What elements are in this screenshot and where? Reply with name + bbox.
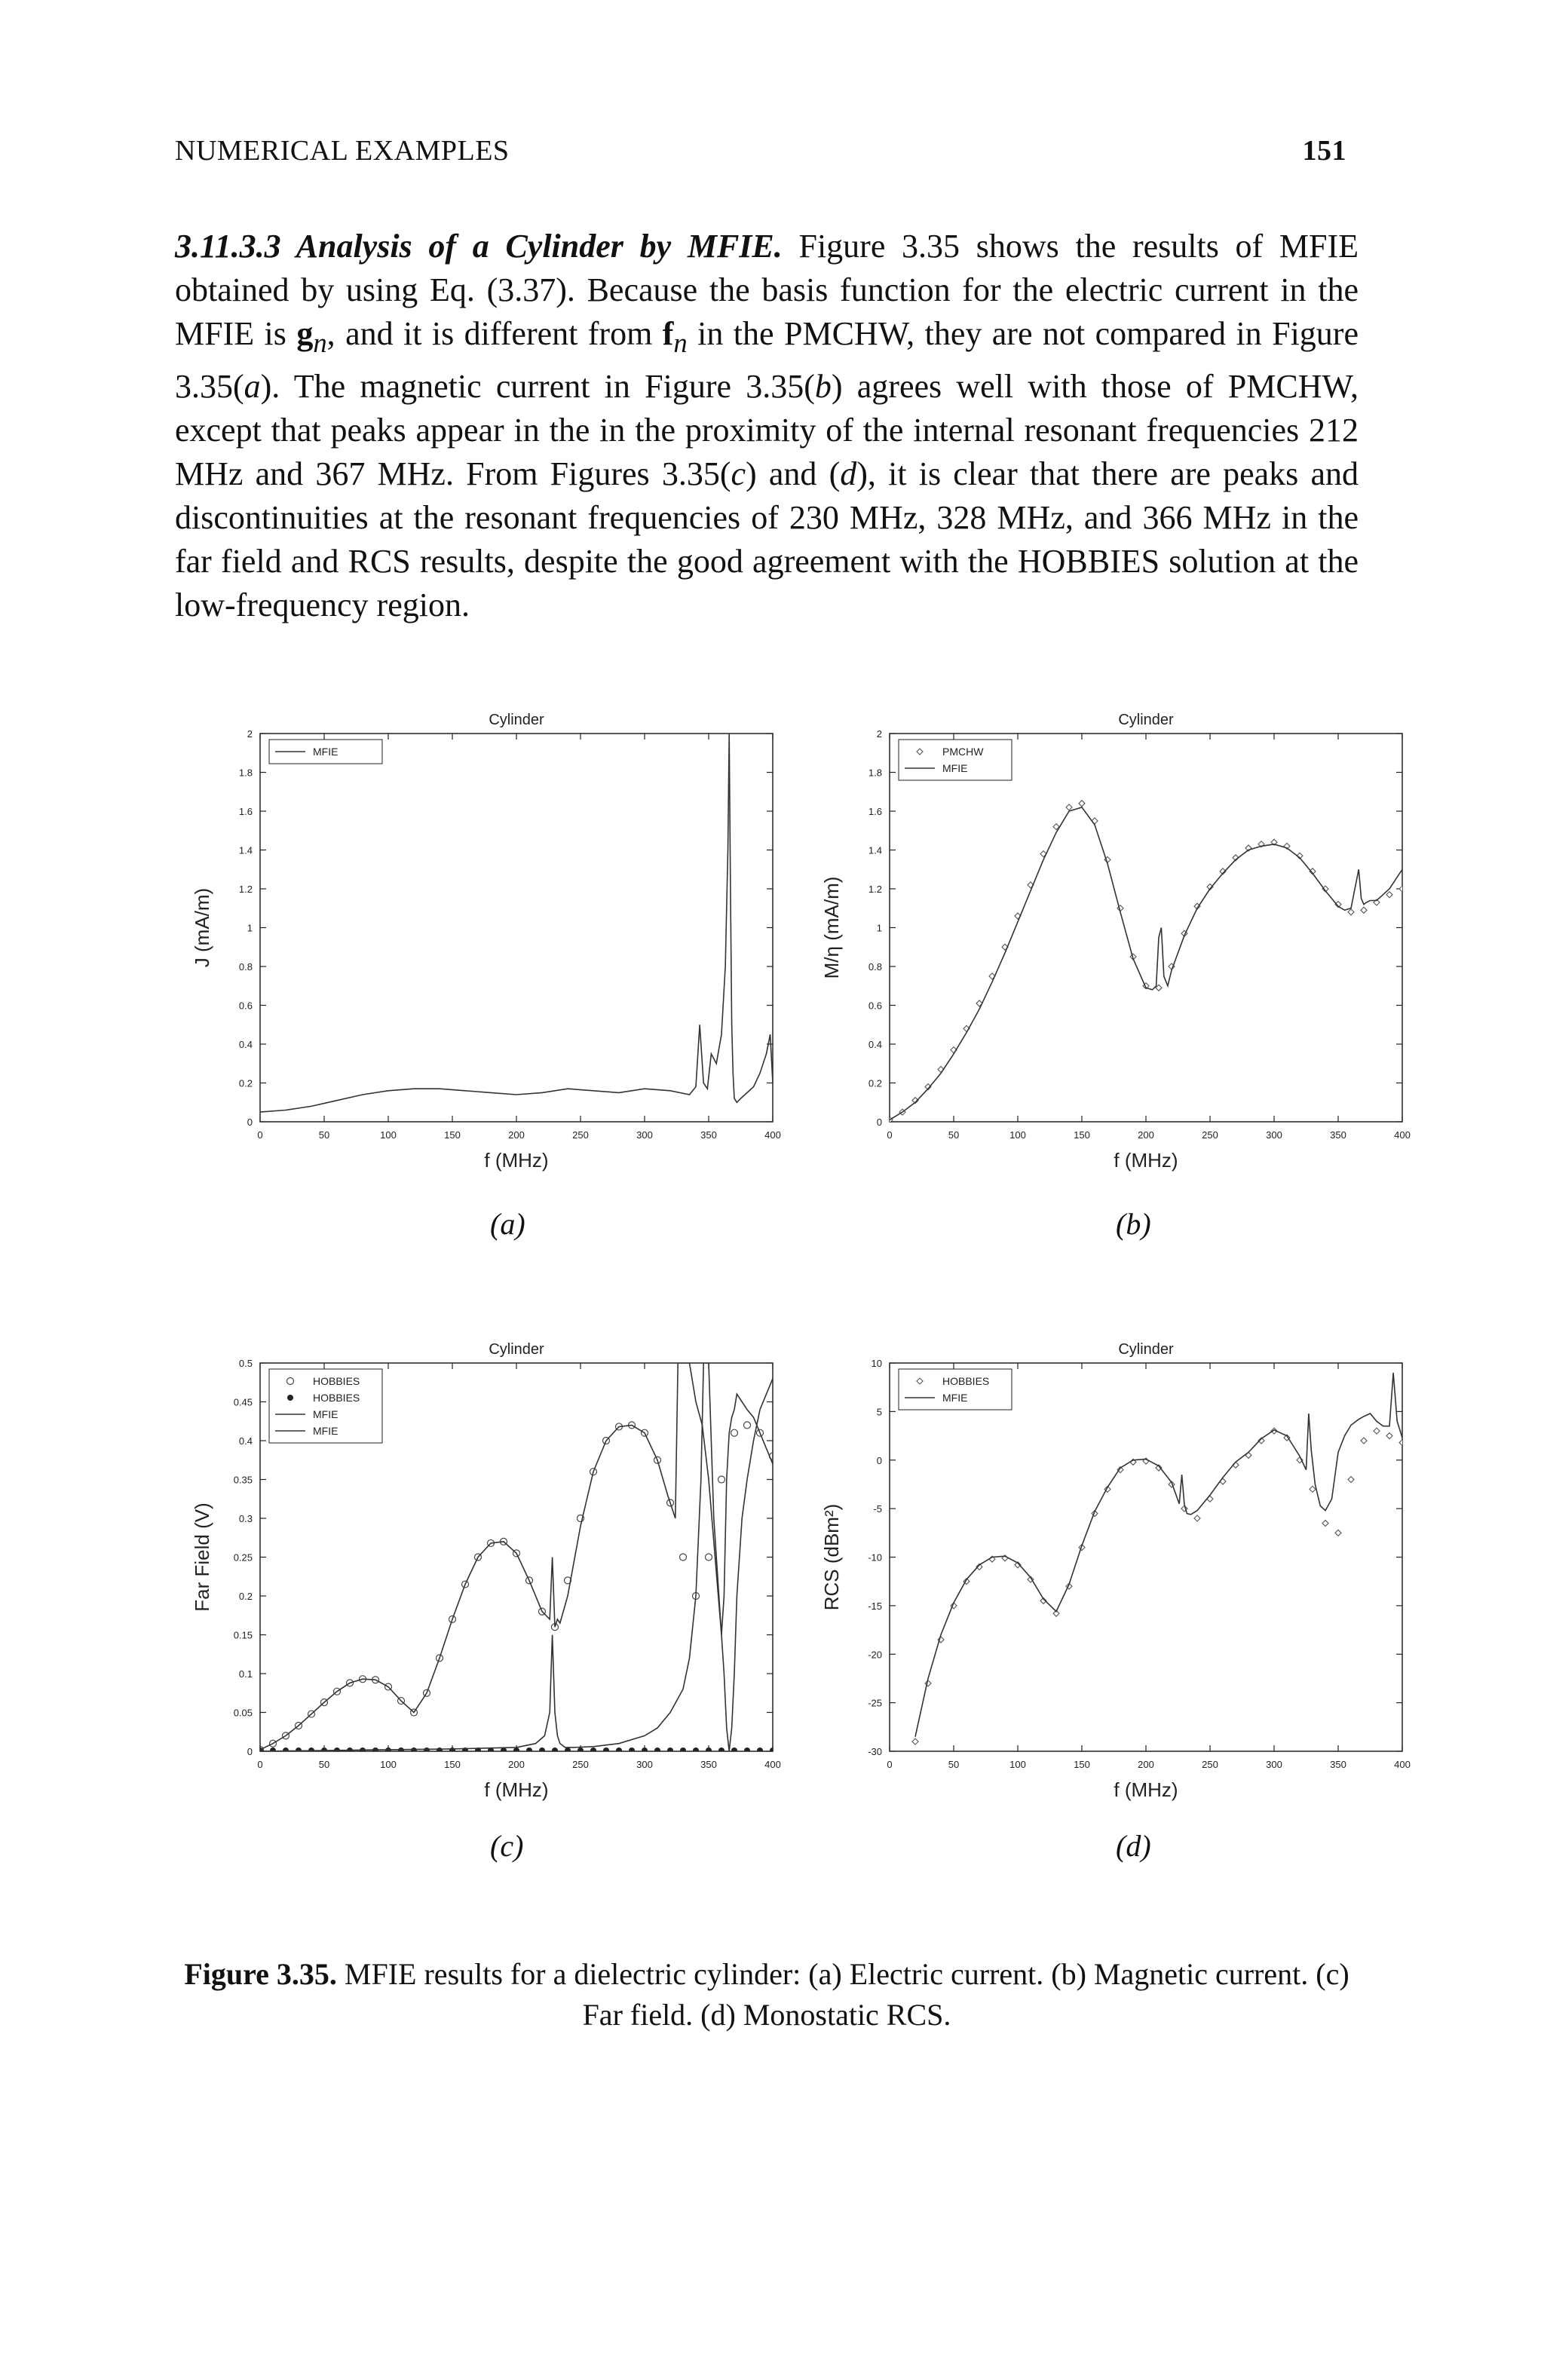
data-point [552, 1747, 558, 1754]
x-tick-label: 150 [1074, 1759, 1090, 1770]
legend-label: HOBBIES [313, 1375, 360, 1387]
y-tick-label: 1.4 [238, 844, 253, 856]
series-line-mfie [890, 807, 1402, 1120]
y-tick-label: -20 [868, 1649, 882, 1661]
page-number: 151 [1302, 135, 1346, 167]
symbol-f: f [662, 315, 674, 352]
x-tick-label: 400 [1394, 1129, 1411, 1141]
x-tick-label: 150 [1074, 1129, 1090, 1141]
y-tick-label: 1.6 [238, 806, 253, 817]
legend-label: PMCHW [942, 746, 984, 758]
data-point [616, 1747, 622, 1754]
y-tick-label: 0 [247, 1116, 253, 1128]
data-point [1399, 886, 1405, 892]
data-point [1066, 804, 1072, 810]
sublabel-d: (d) [1116, 1829, 1151, 1863]
chart-title: Cylinder [489, 1341, 544, 1358]
data-point [1194, 1515, 1200, 1521]
x-tick-label: 250 [1202, 1129, 1218, 1141]
plot-frame [260, 734, 773, 1122]
symbol-g-subscript: n [313, 326, 327, 358]
y-tick-label: 1.8 [238, 767, 253, 779]
chart-svg-a [173, 705, 792, 1195]
y-tick-label: 1.2 [868, 884, 882, 895]
data-point [1348, 1477, 1354, 1483]
data-point [912, 1738, 918, 1744]
chart-magnetic-current [803, 705, 1421, 1195]
y-tick-label: -10 [868, 1551, 882, 1564]
data-point [398, 1747, 404, 1754]
y-tick-label: 0.45 [233, 1396, 253, 1408]
data-point [1374, 1428, 1380, 1434]
legend-swatch [287, 1395, 293, 1401]
x-tick-label: 0 [887, 1129, 893, 1141]
legend-label: MFIE [942, 1392, 968, 1404]
paragraph-text-6: ) and ( [746, 455, 841, 492]
data-point [718, 1476, 725, 1483]
x-tick-label: 100 [1009, 1759, 1026, 1770]
data-point [770, 1747, 776, 1754]
y-tick-label: -5 [873, 1503, 882, 1515]
y-tick-label: -25 [868, 1697, 882, 1709]
data-point [565, 1747, 571, 1754]
data-point [501, 1747, 507, 1754]
x-axis-label: f (MHz) [484, 1149, 549, 1172]
legend-label: MFIE [313, 1425, 339, 1437]
x-tick-label: 200 [1138, 1129, 1154, 1141]
legend-label: MFIE [942, 762, 968, 774]
data-point [654, 1747, 660, 1754]
y-tick-label: 0 [876, 1116, 882, 1128]
data-point [744, 1422, 751, 1429]
chart-electric-current [173, 705, 792, 1195]
x-tick-label: 250 [572, 1129, 589, 1141]
chart-far-field [173, 1334, 792, 1824]
paragraph-text-5: ) agrees well with those of PMCHW, except that peaks appear in the in the proximity of the internal resonant frequencies 212 MHz and 367 MHz. From Figures 3.35( [175, 367, 1359, 492]
y-tick-label: 0.25 [233, 1551, 253, 1564]
x-tick-label: 150 [444, 1129, 461, 1141]
data-point [1348, 909, 1354, 915]
data-point [1220, 1478, 1226, 1484]
data-point [577, 1747, 584, 1754]
x-tick-label: 0 [257, 1129, 263, 1141]
y-tick-label: 0.5 [238, 1358, 253, 1369]
y-tick-label: 0.15 [233, 1629, 253, 1641]
series-group [887, 801, 1405, 1123]
chart-rcs [803, 1334, 1421, 1824]
x-tick-label: 350 [700, 1129, 717, 1141]
y-tick-label: 5 [876, 1406, 882, 1418]
data-point [1322, 1520, 1328, 1526]
data-point [706, 1554, 712, 1561]
x-axis-label: f (MHz) [1114, 1149, 1178, 1172]
data-point [642, 1747, 648, 1754]
paragraph-text-4: ). The magnetic current in Figure 3.35( [260, 367, 815, 405]
y-tick-label: 1 [876, 922, 882, 934]
series-line-mfie [915, 1373, 1402, 1737]
chart-title: Cylinder [1118, 712, 1174, 728]
plot-frame [890, 1363, 1402, 1751]
plot-frame [890, 734, 1402, 1122]
legend-label: HOBBIES [313, 1392, 360, 1404]
data-point [731, 1429, 738, 1436]
paragraph-text-3: in the PMCHW, they are not compared in Figure 3.35( [175, 315, 1359, 405]
y-tick-label: 0.8 [868, 961, 882, 973]
x-axis-label: f (MHz) [1114, 1778, 1178, 1801]
data-point [424, 1747, 430, 1754]
data-point [731, 1747, 737, 1754]
y-tick-label: 1.6 [868, 806, 882, 817]
x-tick-label: 50 [318, 1129, 330, 1141]
y-axis-label: J (mA/m) [191, 887, 213, 968]
y-tick-label: 0.35 [233, 1474, 253, 1486]
y-tick-label: 0 [876, 1454, 882, 1466]
figure-caption [175, 1954, 1359, 2035]
y-tick-label: 0.4 [868, 1039, 882, 1050]
data-point [437, 1747, 443, 1754]
data-point [629, 1747, 635, 1754]
data-point [513, 1747, 519, 1754]
data-point [718, 1747, 725, 1754]
data-point [1386, 1433, 1392, 1439]
section-heading: 3.11.3.3 Analysis of a Cylinder by MFIE. [175, 228, 783, 265]
chart-title: Cylinder [489, 712, 544, 728]
x-tick-label: 100 [380, 1129, 397, 1141]
data-point [744, 1747, 750, 1754]
y-tick-label: 0.2 [868, 1077, 882, 1089]
y-tick-label: 0 [247, 1746, 253, 1757]
chart-svg-b [803, 705, 1421, 1195]
x-tick-label: 250 [572, 1759, 589, 1770]
y-tick-label: 0.6 [238, 1000, 253, 1012]
x-tick-label: 350 [1330, 1759, 1346, 1770]
y-tick-label: 1.8 [868, 767, 882, 779]
x-tick-label: 0 [257, 1759, 263, 1770]
x-tick-label: 0 [887, 1759, 893, 1770]
x-axis-label: f (MHz) [484, 1778, 549, 1801]
sublabel-c: (c) [490, 1829, 524, 1863]
x-tick-label: 50 [318, 1759, 330, 1770]
data-point [1399, 1440, 1405, 1446]
legend-label: HOBBIES [942, 1375, 990, 1387]
data-point [539, 1747, 545, 1754]
y-tick-label: 1.4 [868, 844, 882, 856]
y-tick-label: 0.3 [238, 1513, 253, 1524]
y-tick-label: 2 [876, 728, 882, 740]
y-tick-label: 0.05 [233, 1707, 253, 1719]
data-point [411, 1747, 417, 1754]
y-tick-label: 0.2 [238, 1077, 253, 1089]
y-tick-label: -15 [868, 1600, 882, 1612]
x-tick-label: 350 [700, 1759, 717, 1770]
figure-caption-text: MFIE results for a dielectric cylinder: (a) Electric current. (b) Magnetic current. (c) Far field. (d) Monostatic RCS. [336, 1957, 1349, 2032]
y-axis-label: M/η (mA/m) [820, 876, 843, 979]
y-tick-label: 0.1 [238, 1668, 253, 1680]
data-point [603, 1747, 609, 1754]
x-tick-label: 50 [948, 1759, 960, 1770]
data-point [706, 1747, 712, 1754]
x-tick-label: 300 [1266, 1759, 1282, 1770]
ref-d: d [840, 455, 857, 492]
ref-c: c [731, 455, 746, 492]
running-header-title: NUMERICAL EXAMPLES [175, 135, 510, 167]
y-tick-label: 0.4 [238, 1039, 253, 1050]
y-tick-label: 0.2 [238, 1591, 253, 1602]
paragraph-text-1: Figure 3.35 shows the results of MFIE obtained by using Eq. (3.37). Because the basis function for the electric current in the MFIE is [175, 228, 1359, 352]
x-tick-label: 400 [764, 1129, 781, 1141]
y-tick-label: 0.4 [238, 1435, 253, 1447]
figure-caption-label: Figure 3.35. [184, 1957, 337, 1991]
paragraph-text-2: , and it is different from [326, 315, 663, 352]
x-tick-label: 400 [764, 1759, 781, 1770]
x-tick-label: 250 [1202, 1759, 1218, 1770]
y-axis-label: Far Field (V) [191, 1502, 213, 1612]
legend-label: MFIE [313, 1408, 339, 1420]
series-line-mfie [260, 734, 773, 1112]
y-tick-label: 0.8 [238, 961, 253, 973]
data-point [590, 1747, 596, 1754]
y-tick-label: 1.2 [238, 884, 253, 895]
chart-svg-c [173, 1334, 792, 1824]
y-axis-label: RCS (dBm²) [820, 1503, 843, 1611]
series-group [912, 1373, 1405, 1744]
data-point [372, 1747, 378, 1754]
x-tick-label: 100 [380, 1759, 397, 1770]
data-point [1386, 892, 1392, 898]
ref-a: a [244, 367, 261, 405]
data-point [385, 1747, 391, 1754]
body-paragraph [175, 225, 1359, 627]
symbol-g: g [296, 315, 314, 352]
legend-label: MFIE [313, 746, 339, 758]
data-point [526, 1747, 532, 1754]
data-point [680, 1554, 687, 1561]
y-tick-label: 2 [247, 728, 253, 740]
sublabel-a: (a) [490, 1207, 525, 1241]
y-tick-label: -30 [868, 1746, 882, 1757]
data-point [1361, 1438, 1367, 1444]
y-tick-label: 1 [247, 922, 253, 934]
x-tick-label: 200 [1138, 1759, 1154, 1770]
data-point [1335, 1530, 1341, 1536]
x-tick-label: 100 [1009, 1129, 1026, 1141]
x-tick-label: 300 [636, 1129, 653, 1141]
y-tick-label: 10 [871, 1358, 882, 1369]
x-tick-label: 350 [1330, 1129, 1346, 1141]
paragraph-text-7: ), it is clear that there are peaks and discontinuities at the resonant frequencies of 230 MHz, 328 MHz, and 366 MHz in the far field and RCS results, despite the good agreement with the HOBBIES solution at the low-frequency region. [175, 455, 1359, 623]
series-group [260, 734, 773, 1112]
x-tick-label: 150 [444, 1759, 461, 1770]
data-point [1361, 907, 1367, 913]
x-tick-label: 300 [1266, 1129, 1282, 1141]
x-tick-label: 300 [636, 1759, 653, 1770]
x-tick-label: 200 [508, 1759, 525, 1770]
data-point [680, 1747, 686, 1754]
data-point [667, 1747, 673, 1754]
data-point [1079, 801, 1085, 807]
data-point [1310, 1486, 1316, 1492]
data-point [757, 1747, 763, 1754]
ref-b: b [814, 367, 832, 405]
x-tick-label: 400 [1394, 1759, 1411, 1770]
x-tick-label: 50 [948, 1129, 960, 1141]
sublabel-b: (b) [1116, 1207, 1151, 1241]
chart-title: Cylinder [1118, 1341, 1174, 1358]
data-point [693, 1747, 699, 1754]
symbol-f-subscript: n [673, 326, 688, 358]
chart-svg-d [803, 1334, 1421, 1824]
y-tick-label: 0.6 [868, 1000, 882, 1012]
x-tick-label: 200 [508, 1129, 525, 1141]
data-point [1245, 1452, 1251, 1458]
